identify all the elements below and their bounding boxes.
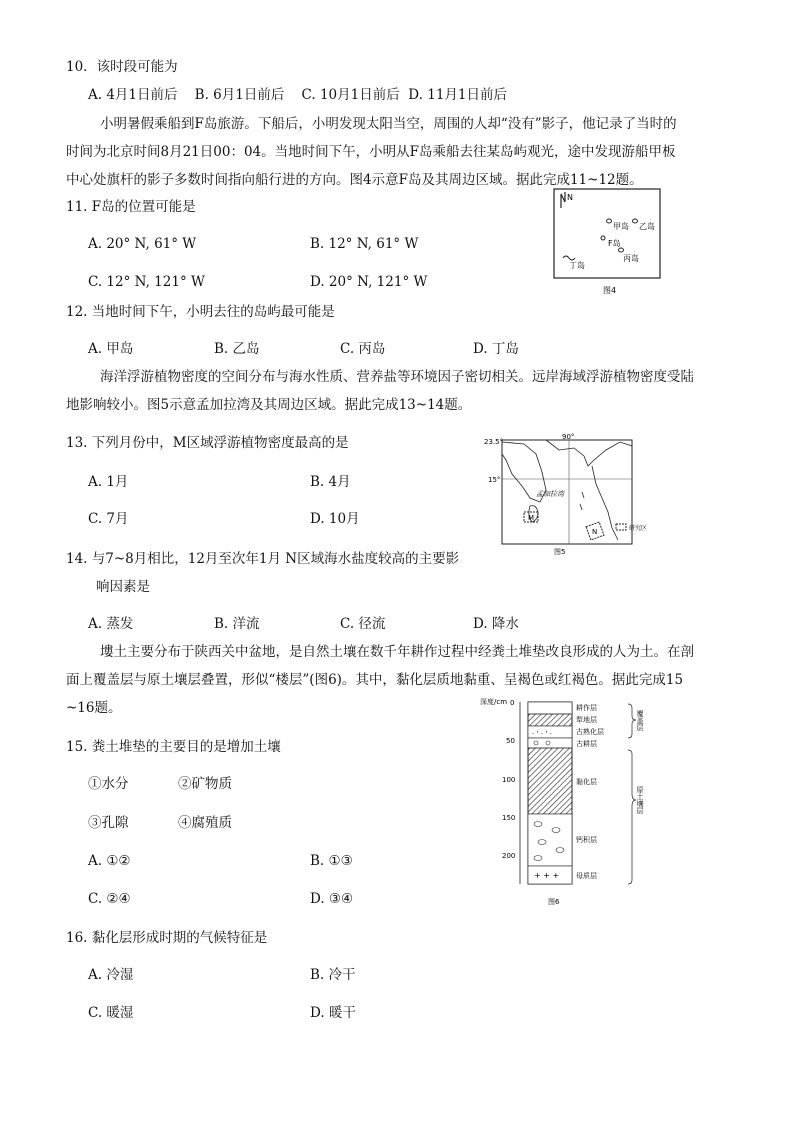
fig6-tick-200: 200 [502, 852, 516, 860]
q10-stem: 10．该时段可能为 [66, 59, 178, 75]
fig6-tick-150: 150 [502, 814, 516, 822]
fig5-legend-label: 研究区 [629, 525, 648, 532]
yi-island-shape [633, 219, 638, 223]
q15-item-1: ①水分 [88, 776, 129, 792]
fig6-caption: 图6 [548, 898, 560, 906]
andaman-islands-shape [580, 492, 584, 510]
passage2-line1: 海洋浮游植物密度的空间分布与海水性质、营养盐等环境因子密切相关。远岸海域浮游植物密度受陆 [100, 369, 694, 385]
fig6-layer-label-2: 犁地层 [576, 716, 597, 724]
fig5-lon-label: 90° [562, 433, 575, 441]
q13-option-b[interactable]: B. 4月 [310, 474, 351, 490]
q12-option-a[interactable]: A. 甲岛 [88, 341, 134, 357]
figure-5-map [484, 432, 659, 557]
q11-option-a[interactable]: A. 20° N, 61° W [88, 236, 197, 252]
q13-option-c[interactable]: C. 7月 [88, 511, 129, 527]
figure-4-map [553, 188, 663, 298]
q15-option-b[interactable]: B. ①③ [310, 853, 353, 869]
f-island-shape [601, 236, 605, 240]
fig6-layer-label-5: 黏化层 [576, 778, 597, 786]
north-arrow-icon [561, 192, 565, 208]
q16-option-a[interactable]: A. 冷湿 [88, 967, 134, 983]
q13-option-a[interactable]: A. 1月 [88, 474, 129, 490]
bay-north-coast-shape [546, 440, 632, 466]
q14-stem-line2: 响因素是 [96, 579, 150, 595]
q11-option-c[interactable]: C. 12° N, 121° W [88, 274, 205, 290]
fig6-layer-label-4: 古耕层 [576, 740, 597, 748]
q11-option-d[interactable]: D. 20° N, 121° W [310, 274, 428, 290]
q15-option-a[interactable]: A. ①② [88, 853, 131, 869]
q14-option-a[interactable]: A. 蒸发 [88, 616, 134, 632]
fig5-n-label: N [592, 528, 598, 536]
fig6-tick-50: 50 [506, 737, 515, 745]
passage1-line3: 中心处旗杆的影子多数时间指向船行进的方向。图4示意F岛及其周边区域。据此完成11~12题。 [66, 172, 643, 188]
q15-option-c[interactable]: C. ②④ [88, 891, 131, 907]
layer-clay [528, 748, 572, 814]
passage2-line2: 地影响较小。图5示意孟加拉湾及其周边区域。据此完成13~14题。 [66, 397, 472, 413]
bing-island-shape [619, 248, 624, 252]
original-layer-bracket [628, 750, 636, 884]
fig6-layer-label-6: 钙积层 [576, 836, 597, 844]
passage3-line2: 面上覆盖层与原土壤层叠置，形似“楼层”(图6)。其中，黏化层质地黏重、呈褐色或红褐色。据此完成15 [66, 672, 684, 688]
q15-item-3: ③孔隙 [88, 815, 129, 831]
q11-option-b[interactable]: B. 12° N, 61° W [310, 236, 419, 252]
fig5-lat2-label: 15° [488, 476, 501, 484]
jia-island-shape [607, 219, 612, 223]
q12-option-b[interactable]: B. 乙岛 [214, 341, 260, 357]
q12-option-c[interactable]: C. 丙岛 [340, 341, 386, 357]
fig6-layer-label-3: 古熟化层 [576, 728, 604, 736]
fig6-group-label-cover: 覆盖层 [636, 710, 644, 731]
q16-option-b[interactable]: B. 冷干 [310, 967, 356, 983]
fig6-tick-100: 100 [502, 776, 516, 784]
fig5-bay-label: 孟加拉湾 [536, 490, 564, 498]
q12-option-d[interactable]: D. 丁岛 [473, 341, 519, 357]
figure-6-soil-profile [476, 694, 666, 912]
q15-stem: 15. 粪土堆垫的主要目的是增加土壤 [66, 739, 281, 755]
q15-item-4: ④腐殖质 [178, 815, 232, 831]
q14-option-b[interactable]: B. 洋流 [214, 616, 260, 632]
q14-option-c[interactable]: C. 径流 [340, 616, 386, 632]
q13-option-d[interactable]: D. 10月 [310, 511, 360, 527]
legend-study-area-box [616, 524, 626, 530]
fig4-yi-label: 乙岛 [639, 222, 655, 231]
q16-option-d[interactable]: D. 暖干 [310, 1005, 356, 1021]
q14-option-d[interactable]: D. 降水 [473, 616, 519, 632]
q12-stem: 12. 当地时间下午，小明去往的岛屿最可能是 [66, 304, 335, 320]
passage3-line3: ~16题。 [66, 700, 122, 716]
q15-item-2: ②矿物质 [178, 776, 232, 792]
q13-stem: 13. 下列月份中，M区域浮游植物密度最高的是 [66, 435, 349, 451]
fig5-lat1-label: 23.5° [484, 438, 504, 446]
passage3-line1: 塿土主要分布于陕西关中盆地，是自然土壤在数千年耕作过程中经粪土堆垫改良形成的人为土。在剖 [100, 644, 694, 660]
fig6-axis-label: 深度/cm [480, 698, 508, 706]
q16-stem: 16. 黏化层形成时期的气候特征是 [66, 930, 268, 946]
q11-stem: 11. F岛的位置可能是 [66, 199, 196, 215]
fig5-caption: 图5 [554, 548, 566, 556]
fig5-m-label: M [528, 514, 535, 522]
q15-option-d[interactable]: D. ③④ [310, 891, 354, 907]
fig4-north-label: N [567, 193, 573, 202]
passage1-line1: 小明暑假乘船到F岛旅游。下船后，小明发现太阳当空，周围的人却“没有”影子，他记录了当时的 [100, 116, 677, 132]
fig4-bing-label: 丙岛 [623, 254, 639, 263]
fig4-ding-label: 丁岛 [569, 261, 585, 270]
fig4-f-label: F岛 [608, 239, 621, 248]
q14-stem-line1: 14. 与7~8月相比，12月至次年1月 N区域海水盐度较高的主要影 [66, 551, 460, 567]
q16-option-c[interactable]: C. 暖湿 [88, 1005, 134, 1021]
ding-island-shape [563, 256, 575, 260]
svg-text:+ + +: + + + [534, 871, 560, 880]
fig4-caption: 图4 [603, 286, 617, 295]
layer-plowpan [528, 714, 572, 726]
q10-options[interactable]: A. 4月1日前后 B. 6月1日前后 C. 10月1日前后 D. 11月1日前后 [88, 87, 507, 103]
fig6-layer-label-1: 耕作层 [576, 704, 597, 712]
fig4-jia-label: 甲岛 [613, 222, 629, 231]
passage1-line2: 时间为北京时间8月21日00：04。当地时间下午，小明从F岛乘船去往某岛屿观光，途中发现游船甲板 [66, 144, 676, 160]
fig6-group-label-original: 原土壤层 [636, 786, 644, 814]
cover-layer-bracket [628, 704, 636, 738]
layer-plough [528, 702, 572, 714]
fig6-layer-label-7: 母质层 [576, 872, 597, 880]
fig6-tick-0: 0 [510, 699, 515, 707]
svg-text:· ʻ · ʻ ·: · ʻ · ʻ · [532, 730, 553, 738]
layer-calcic [528, 814, 572, 866]
